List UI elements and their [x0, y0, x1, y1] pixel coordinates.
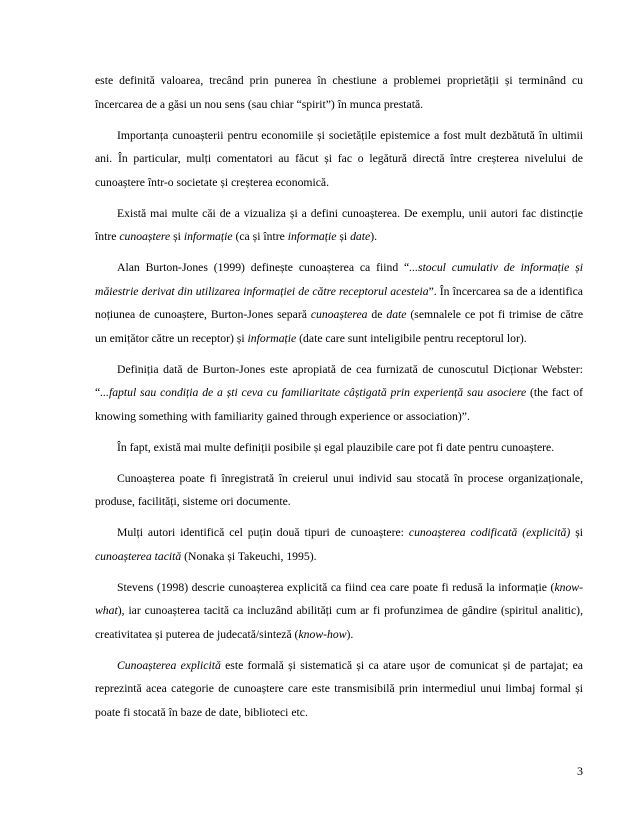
text-segment: (date care sunt inteligibile pentru receptorul lor).: [296, 331, 527, 345]
paragraph-burton-jones: [95, 256, 583, 350]
text-segment: Stevens (1998) descrie cunoașterea explicită ca fiind cea care poate fi redusă la informație (: [117, 580, 555, 594]
text-segment: Definiția dată de Burton-Jones este apropiată de cea furnizată de cunoscutul Dicționar Webster: “: [95, 362, 583, 399]
italic-text-segment: informație: [183, 230, 233, 243]
text-segment: de: [367, 308, 387, 321]
page-number: 3: [577, 764, 583, 778]
paragraph-importance: [95, 124, 583, 195]
italic-text-segment: date: [350, 230, 371, 243]
text-segment: și: [336, 230, 351, 243]
paragraph-stevens: [95, 576, 583, 647]
italic-text-segment: informație: [287, 230, 337, 243]
italic-text-segment: cunoașterea: [310, 308, 368, 321]
text-segment: În fapt, există mai multe definiții posibile și egal plauzibile care pot fi date pentru cunoaștere.: [117, 440, 555, 454]
text-segment: (ca și între: [232, 230, 288, 243]
document-body: [95, 69, 583, 732]
text-segment: ”. În încercarea sa de a identifica noțiunea de cunoaștere, Burton-Jones separă: [95, 284, 583, 321]
text-segment: este definită valoarea, trecând prin punerea în chestiune a problemei proprietății și terminând cu încercarea de a găsi un nou sens (sau chiar “spirit”) în munca prestată.: [95, 74, 583, 111]
text-segment: Mulți autori identifică cel puțin două tipuri de cunoaștere:: [117, 526, 409, 539]
italic-text-segment: cunoașterea codificată (explicită): [408, 526, 571, 539]
text-segment: și: [170, 230, 184, 243]
italic-text-segment: cunoașterea tacită: [95, 549, 182, 563]
italic-text-segment: know-what: [95, 580, 583, 617]
text-segment: ), iar cunoașterea tacită ca incluzând abilități cum ar fi profunzimea de gândire (spiritul analitic), creativitatea și puterea de judecată/sinteză (: [95, 604, 583, 641]
text-segment: ).: [370, 230, 378, 243]
paragraph-ways-to-define: [95, 202, 583, 249]
italic-text-segment: ...stocul cumulativ de informație și măiestrie derivat din utilizarea informației de către receptorul acesteia: [95, 261, 584, 298]
text-segment: (semnalele ce pot fi trimise de către un emițător către un receptor) și: [95, 308, 584, 345]
italic-text-segment: know-how: [298, 627, 347, 641]
paragraph-continuation: [95, 69, 583, 116]
text-segment: este formală și sistematică și ca atare ușor de comunicat și de partajat; ea reprezintă acea categorie de cunoaștere care este transmisibilă prin intermediul unui limbaj formal și poate fi stocată în baze de date, biblioteci etc.: [95, 658, 583, 719]
paragraph-plausible-definitions: [95, 436, 583, 460]
paragraph-webster-definition: [95, 358, 583, 429]
paragraph-knowledge-types: [95, 521, 583, 568]
italic-text-segment: Cunoașterea explicită: [117, 658, 221, 672]
paragraph-knowledge-storage: [95, 467, 583, 514]
text-segment: ).: [346, 627, 354, 641]
italic-text-segment: ...faptul sau condiția de a ști ceva cu familiaritate câștigată prin experiență sau asociere: [100, 386, 527, 399]
text-segment: Alan Burton-Jones (1999) definește cunoașterea ca fiind “: [117, 261, 410, 274]
italic-text-segment: cunoaștere: [119, 230, 171, 243]
text-segment: Importanța cunoașterii pentru economiile și societățile epistemice a fost mult dezbătută în ultimii ani. În particular, mulți comentatori au făcut și fac o legătură directă între creșterea nivelului de cunoaștere într-o societate și creșterea economică.: [95, 128, 583, 189]
text-segment: (Nonaka și Takeuchi, 1995).: [181, 549, 317, 563]
italic-text-segment: date: [386, 308, 407, 321]
text-segment: Cunoașterea poate fi înregistrată în creierul unui individ sau stocată în procese organizaționale, produse, facilități, sisteme ori documente.: [95, 471, 583, 508]
paragraph-explicit-knowledge: [95, 654, 583, 725]
text-segment: (the fact of knowing something with familiarity gained through experience or association)”.: [95, 386, 583, 423]
text-segment: și: [570, 526, 583, 539]
italic-text-segment: informație: [247, 331, 297, 345]
text-segment: Există mai multe căi de a vizualiza și a defini cunoașterea. De exemplu, unii autori fac distincție între: [95, 206, 583, 243]
